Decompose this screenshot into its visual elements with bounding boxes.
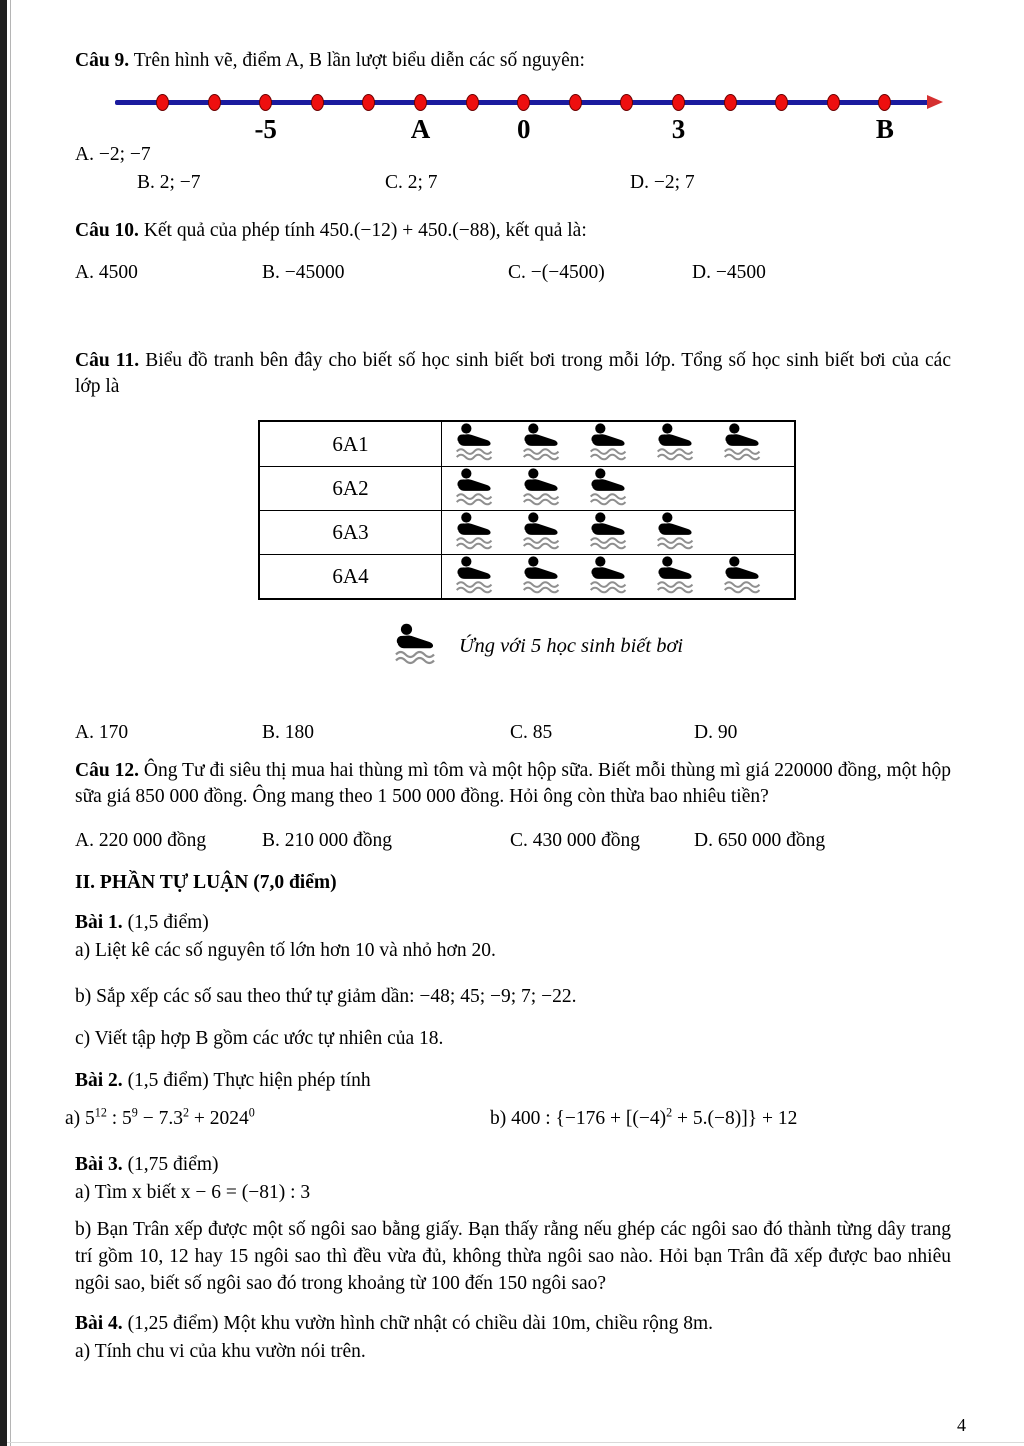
q11-title bbox=[75, 348, 951, 400]
bai2-expression-a: a) $5^{12}$ : $5^9 - 7.3^2 + 2024^0$ bbox=[65, 1105, 255, 1129]
bai3-a: a) Tìm x biết x − 6 = (−81) : 3 bbox=[75, 1182, 311, 1203]
number-line-dot bbox=[569, 94, 582, 111]
number-line-dot bbox=[775, 94, 788, 111]
bai3-label: Bài 3. bbox=[75, 1154, 123, 1175]
bai1-header bbox=[75, 910, 951, 936]
bai2-expression-b: b) 400 : $\{-176 + [(-4)^2 + 5.(-8)]\} + 12$ bbox=[490, 1105, 798, 1129]
bai1-a: a) Liệt kê các số nguyên tố lớn hơn 10 và nhỏ hơn 20. bbox=[75, 940, 496, 961]
swimmer-icon bbox=[521, 466, 588, 512]
number-line-dot bbox=[827, 94, 840, 111]
number-line-dot bbox=[311, 94, 324, 111]
bai2-score: (1,5 điểm) Thực hiện phép tính bbox=[122, 1070, 371, 1091]
swimmer-icon bbox=[588, 510, 655, 556]
pictogram-class-label: 6A4 bbox=[260, 555, 442, 598]
number-line-dot bbox=[208, 94, 221, 111]
swimmer-icon bbox=[588, 466, 655, 512]
number-line-dot bbox=[620, 94, 633, 111]
number-line-label: B bbox=[875, 114, 894, 144]
q9-option-b: B. 2; −7 bbox=[137, 172, 201, 193]
pictogram-row bbox=[260, 554, 794, 598]
bai3-b: b) Bạn Trân xếp được một số ngôi sao bằng giấy. Bạn thấy rằng nếu ghép các ngôi sao đó thành từng dây trang trí gồm 10, 12 hay 15 ngôi sao thì đều vừa đủ, không thừa ngôi sao nào. Hỏi bạn Trân đã xếp được bao nhiêu ngôi sao, biết số ngôi sao đó trong khoảng từ 100 đến 150 ngôi sao? bbox=[75, 1219, 951, 1294]
number-line-dot bbox=[414, 94, 427, 111]
pictogram-icon-cell bbox=[442, 555, 794, 598]
q12-option-a: A. 220 000 đồng bbox=[75, 830, 207, 851]
pictogram-row bbox=[260, 510, 794, 554]
number-line-dot bbox=[724, 94, 737, 111]
number-line-label: 3 bbox=[671, 114, 686, 144]
swimmer-icon bbox=[588, 554, 655, 600]
bai2-label: Bài 2. bbox=[75, 1070, 123, 1091]
q10-label: Câu 10. bbox=[75, 220, 139, 241]
swimmer-icon bbox=[588, 421, 655, 467]
number-line-dot bbox=[156, 94, 169, 111]
q9-option-row-bcd bbox=[75, 170, 951, 196]
number-line-dot bbox=[362, 94, 375, 111]
bai1-label: Bài 1. bbox=[75, 912, 123, 933]
swimmer-icon bbox=[454, 510, 521, 556]
bai4-score: (1,25 điểm) Một khu vườn hình chữ nhật có chiều dài 10m, chiều rộng 8m. bbox=[122, 1313, 714, 1334]
q9-option-row-a bbox=[75, 142, 951, 168]
number-line-dot bbox=[672, 94, 685, 111]
bai4-header bbox=[75, 1311, 951, 1337]
q11-label: Câu 11. bbox=[75, 350, 140, 371]
pictogram-icon-cell bbox=[442, 511, 794, 554]
bai4-a: a) Tính chu vi của khu vườn nói trên. bbox=[75, 1341, 366, 1362]
q9-label: Câu 9. bbox=[75, 50, 130, 71]
pictogram-icon-cell bbox=[442, 467, 794, 510]
q12-option-b: B. 210 000 đồng bbox=[262, 830, 393, 851]
q11-option-row bbox=[75, 720, 951, 746]
swimmer-icon bbox=[722, 554, 789, 600]
q10-option-row bbox=[75, 260, 951, 286]
bai3-score: (1,75 điểm) bbox=[122, 1154, 219, 1175]
scan-edge-bar bbox=[0, 0, 7, 1446]
swimmer-icon bbox=[655, 554, 722, 600]
q11-text: Biểu đồ tranh bên đây cho biết số học sinh biết bơi trong mỗi lớp. Tổng số học sinh biết bơi của các lớp là bbox=[75, 350, 951, 397]
q10-option-b: B. −45000 bbox=[262, 262, 345, 283]
bai2-header bbox=[75, 1068, 951, 1094]
q9-option-c: C. 2; 7 bbox=[385, 172, 438, 193]
section2-title: II. PHẦN TỰ LUẬN (7,0 điểm) bbox=[75, 872, 337, 893]
q12-title bbox=[75, 758, 951, 810]
number-line-dot bbox=[878, 94, 891, 111]
exam-page bbox=[65, 48, 952, 1365]
legend-text: Ứng với 5 học sinh biết bơi bbox=[459, 634, 684, 657]
q11-option-d: D. 90 bbox=[694, 722, 738, 743]
q10-title bbox=[75, 218, 951, 244]
number-line-dot bbox=[259, 94, 272, 111]
q12-option-d: D. 650 000 đồng bbox=[694, 830, 826, 851]
swimmer-icon bbox=[655, 510, 722, 556]
bai1-c: c) Viết tập hợp B gồm các ước tự nhiên của 18. bbox=[75, 1028, 444, 1049]
q10-text: Kết quả của phép tính 450.(−12) + 450.(−88), kết quả là: bbox=[138, 220, 587, 241]
pictogram-table bbox=[258, 420, 796, 600]
number-line-label: -5 bbox=[254, 114, 277, 144]
bai4-label: Bài 4. bbox=[75, 1313, 123, 1334]
pictogram-icon-cell bbox=[442, 422, 794, 466]
q12-label: Câu 12. bbox=[75, 760, 139, 781]
swimmer-icon bbox=[521, 510, 588, 556]
number-line-dot bbox=[466, 94, 479, 111]
q11-option-c: C. 85 bbox=[510, 722, 553, 743]
q11-option-a: A. 170 bbox=[75, 722, 129, 743]
q9-option-d: D. −2; 7 bbox=[630, 172, 695, 193]
swimmer-icon bbox=[454, 466, 521, 512]
bai2-expressions bbox=[65, 1105, 951, 1136]
swimmer-icon bbox=[454, 421, 521, 467]
q12-option-c: C. 430 000 đồng bbox=[510, 830, 641, 851]
page-number: 4 bbox=[957, 1415, 966, 1435]
q11-option-b: B. 180 bbox=[262, 722, 315, 743]
q10-option-d: D. −4500 bbox=[692, 262, 766, 283]
bai1-score: (1,5 điểm) bbox=[122, 912, 209, 933]
pictogram-class-label: 6A2 bbox=[260, 467, 442, 510]
q9-text: Trên hình vẽ, điểm A, B lần lượt biểu diễn các số nguyên: bbox=[129, 50, 585, 71]
swimmer-icon bbox=[521, 421, 588, 467]
pictogram-class-label: 6A3 bbox=[260, 511, 442, 554]
scan-edge-line bbox=[10, 0, 11, 1446]
number-line-label: 0 bbox=[516, 114, 531, 144]
number-line-label: A bbox=[410, 114, 431, 144]
swimmer-icon bbox=[722, 421, 789, 467]
swimmer-icon bbox=[454, 554, 521, 600]
q10-option-c: C. −(−4500) bbox=[508, 262, 605, 283]
pictogram-row bbox=[260, 466, 794, 510]
number-line-dot bbox=[517, 94, 530, 111]
pictogram-class-label: 6A1 bbox=[260, 422, 442, 466]
number-line-arrow-icon bbox=[927, 95, 943, 109]
bai3-header bbox=[75, 1152, 951, 1178]
q12-option-row bbox=[75, 828, 951, 854]
pictogram-row bbox=[260, 422, 794, 466]
q9-option-a: A. −2; −7 bbox=[75, 144, 151, 165]
q10-option-a: A. 4500 bbox=[75, 262, 138, 283]
swimmer-icon bbox=[655, 421, 722, 467]
q9-title bbox=[75, 48, 951, 74]
swimmer-icon bbox=[521, 554, 588, 600]
bai1-b: b) Sắp xếp các số sau theo thứ tự giảm dần: −48; 45; −9; 7; −22. bbox=[75, 986, 577, 1007]
scan-bottom-line bbox=[7, 1442, 1024, 1443]
swimmer-icon bbox=[393, 621, 439, 671]
q12-text: Ông Tư đi siêu thị mua hai thùng mì tôm và một hộp sữa. Biết mỗi thùng mì giá 220000 đồng, một hộp sữa giá 850 000 đồng. Ông mang theo 1 500 000 đồng. Hỏi ông còn thừa bao nhiêu tiền? bbox=[75, 760, 952, 807]
pictogram-legend bbox=[393, 622, 951, 670]
